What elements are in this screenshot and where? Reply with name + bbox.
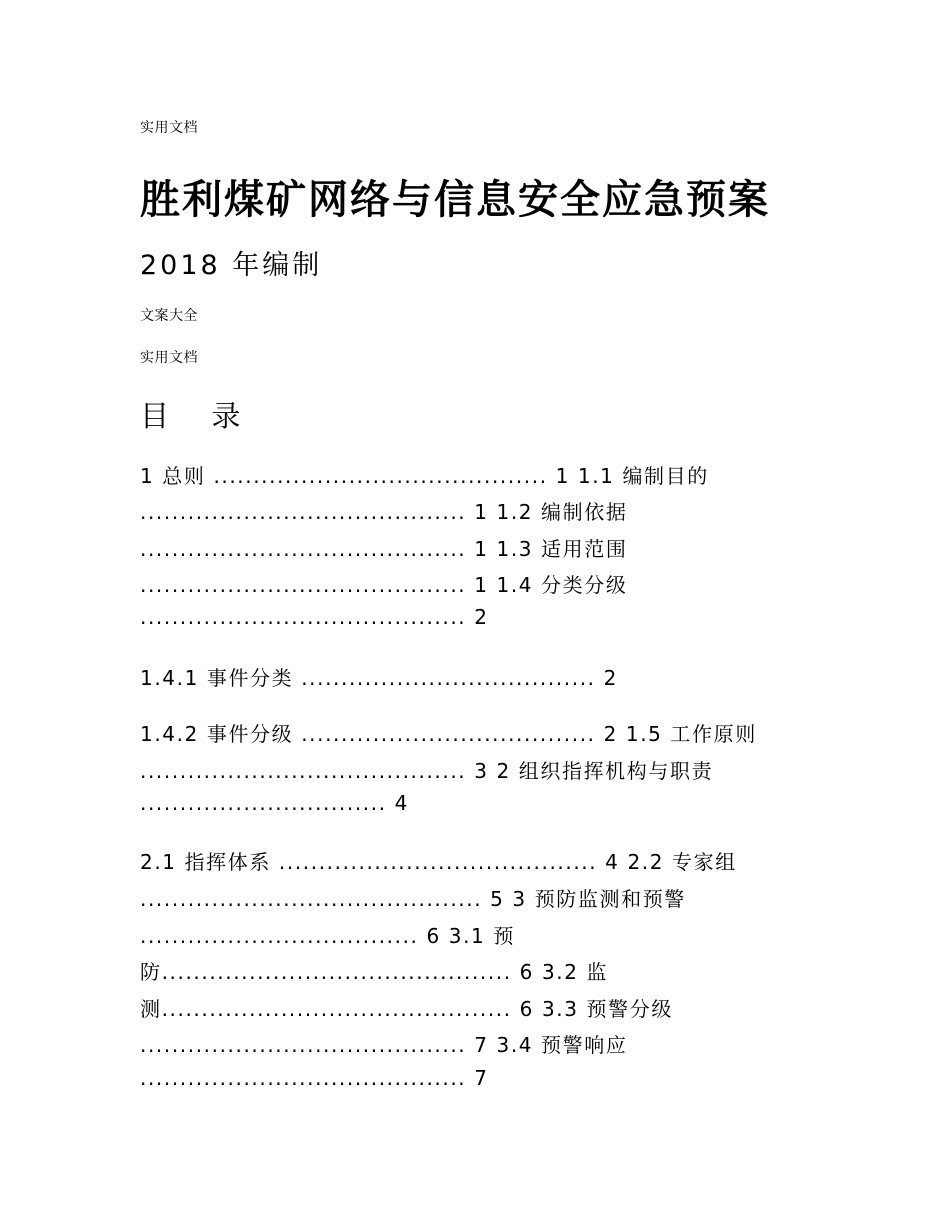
toc-line: ......................................... 2 <box>140 605 489 629</box>
toc-heading: 目 录 <box>140 399 249 433</box>
toc-line: 测............................................ 6 3.3 预警分级 <box>140 997 673 1021</box>
compile-year: 2018 年编制 <box>140 250 323 281</box>
page-header-2: 实用文档 <box>140 350 198 366</box>
page-header: 实用文档 <box>140 120 198 136</box>
toc-line: ......................................... 3 2 组织指挥机构与职责 <box>140 759 714 783</box>
toc-line: 1.4.2 事件分级 ..................................... 2 1.5 工作原则 <box>140 722 757 746</box>
toc-line: ........................................... 5 3 预防监测和预警 <box>140 887 686 911</box>
page-footer: 文案大全 <box>140 308 198 324</box>
toc-line: ......................................... 1 1.4 分类分级 <box>140 573 628 597</box>
toc-line: 1 总则 .......................................... 1 1.1 编制目的 <box>140 464 709 488</box>
toc-line: ......................................... 1 1.3 适用范围 <box>140 537 628 561</box>
toc-line: ............................... 4 <box>140 791 409 815</box>
toc-line: 2.1 指挥体系 ........................................ 4 2.2 专家组 <box>140 850 737 874</box>
toc-line: 1.4.1 事件分类 ..................................... 2 <box>140 666 618 690</box>
toc-line: ................................... 6 3.1 预 <box>140 924 515 948</box>
document-title: 胜利煤矿网络与信息安全应急预案 <box>140 177 770 223</box>
toc-line: 防............................................ 6 3.2 监 <box>140 960 609 984</box>
toc-line: ......................................... 1 1.2 编制依据 <box>140 500 628 524</box>
toc-line: ......................................... 7 3.4 预警响应 <box>140 1033 628 1057</box>
toc-line: ......................................... 7 <box>140 1066 489 1090</box>
